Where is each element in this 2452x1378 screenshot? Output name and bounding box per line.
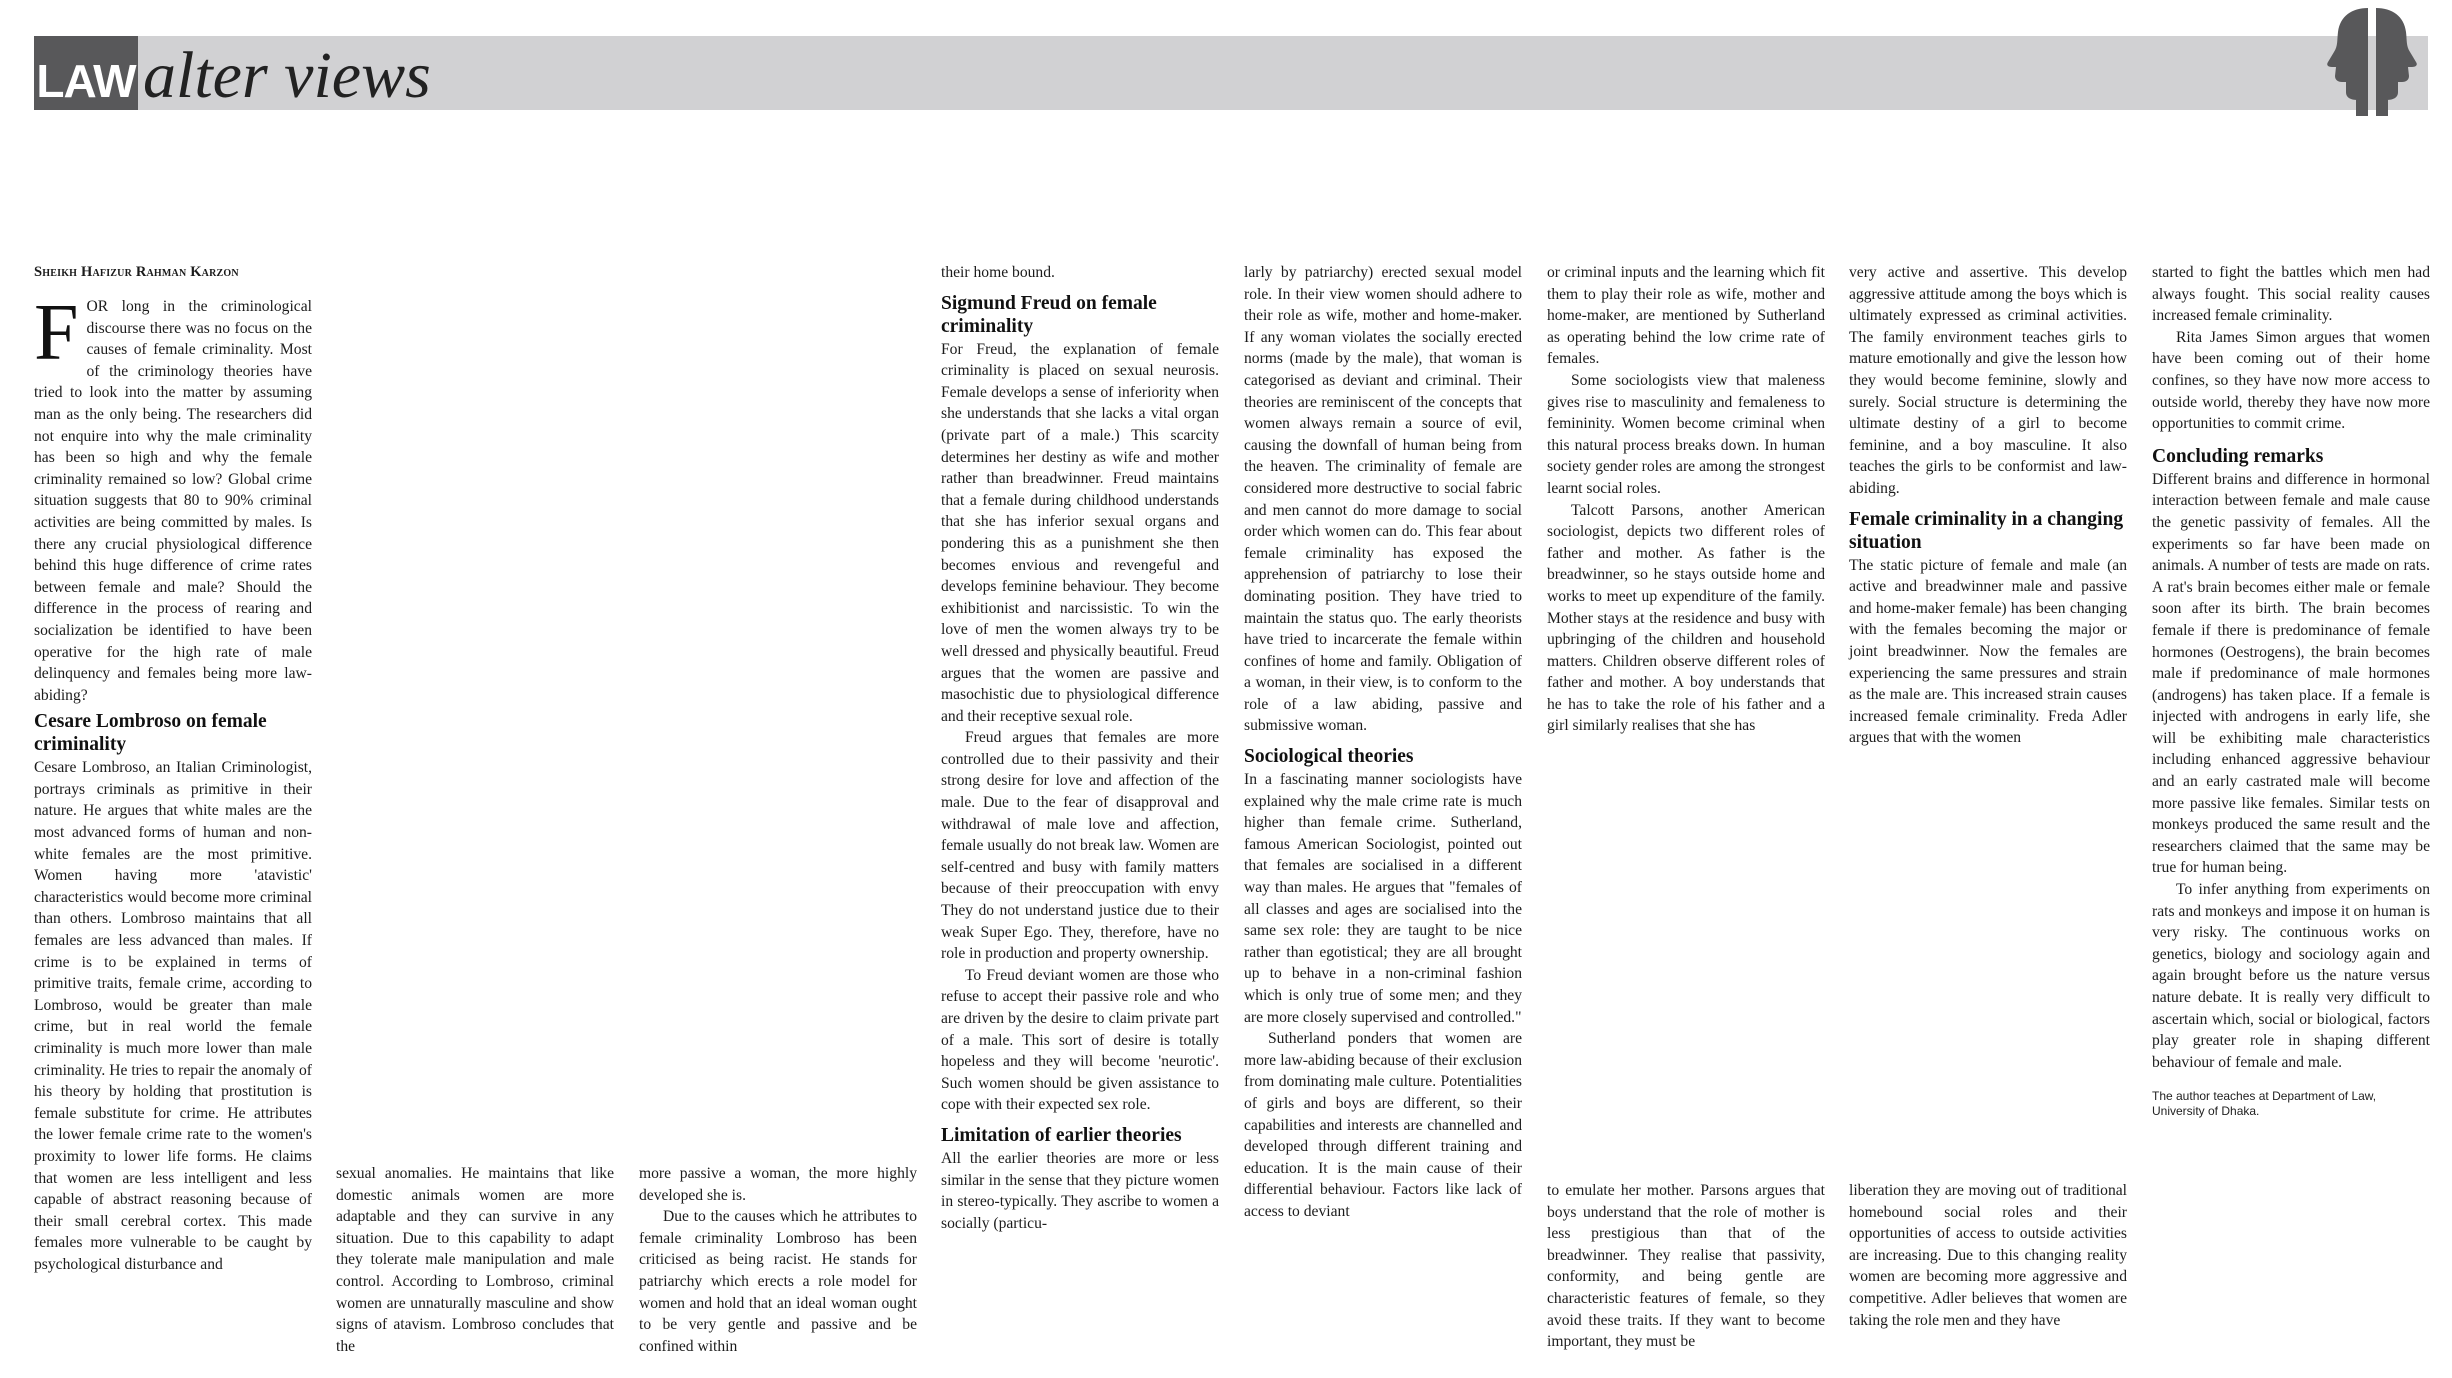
body-paragraph: For Freud, the explanation of female criminality is placed on sexual neurosis. Female develops a sense of inferiority when she understands that she lacks a vital organ (private part of a male.) This scarcity determines her destiny as wife and mother rather than breadwinner. Freud maintains that a female during childhood understands that she has inferior sexual organs and pondering this as a punishment she then becomes envious and revengeful and develops feminine behaviour. They become exhibitionist and narcissistic. To win the love of men the women always try to be well dressed and physically beautiful. Freud argues that the women are passive and masochistic due to physiological difference and their receptive sexual role.: [941, 340, 1219, 725]
article-column-5: [1244, 262, 1522, 1223]
author-note: The author teaches at Department of Law, University of Dhaka.: [2152, 1089, 2377, 1119]
body-paragraph: more passive a woman, the more highly developed she is.: [639, 1165, 917, 1204]
body-paragraph: Some sociologists view that maleness gives rise to masculinity and femaleness to femininity. Women become criminal when this natural process breaks down. In human society gender roles are among the strongest learnt social roles.: [1547, 371, 1825, 497]
subheading-freud: Sigmund Freud on female criminality: [941, 292, 1157, 337]
body-paragraph: or criminal inputs and the learning which fit them to play their role as wife, mother and home-maker, are mentioned by Sutherland as operating behind the low crime rate of females.: [1547, 264, 1825, 368]
body-paragraph: larly by patriarchy) erected sexual model role. In their view women should adhere to their role as wife, mother and home-maker. If any woman violates the socially erected norms (made by the male), that woman is categorised as deviant and criminal. Their theories are reminiscent of the concepts that women always remain a source of evil, causing the downfall of human being from the heaven. The criminality of female are considered more destructive to social fabric and men cannot do more damage to social order which women can do. This fear about female criminality has exposed the apprehension of patriarchy to lose their dominating position. They have tried to maintain the status quo. The early theorists have tried to incarcerate the female within confines of home and family. Obligation of a woman, in their view, is to conform to the role of a law abiding, passive and submissive woman.: [1244, 264, 1522, 735]
body-paragraph: In a fascinating manner sociologists have explained why the male crime rate is much higher than female crime. Sutherland, famous American Sociologist, pointed out that females are socialised in a different way than males. He argues that "females of all classes and ages are socialised into the same sex role: they are taught to be nice rather than egotistical; they are all brought up to behave in a non-criminal fashion which is only true of some men; and they are more closely supervised and controlled.": [1244, 771, 1522, 1026]
body-paragraph: started to fight the battles which men had always fought. This social reality causes increased female criminality.: [2152, 264, 2430, 325]
article-column-7-continued: [1849, 1180, 2127, 1331]
body-paragraph: Cesare Lombroso, an Italian Criminologist, portrays criminals as primitive in their nature. He argues that white males are the most advanced forms of human and non-white females are the most primitive. Women having more 'atavistic' characteristics would become more criminal than others. Lombroso maintains that all females are less advanced than males. If crime is to be explained in terms of primitive traits, female crime, according to Lombroso, would be greater than male crime, but in real world the female criminality is much more lower than male criminality. He tries to repair the anomaly of his theory by holding that prostitution is female substitute for crime. He attributes the lower female crime rate to the women's proximity to lower life forms. He claims that women are less intelligent and less capable of abstract reasoning because of their small cerebral cortex. This made females more vulnerable to be caught by psychological disturbance and: [34, 759, 312, 1273]
subheading-lombroso: Cesare Lombroso on female criminality: [34, 711, 267, 756]
body-paragraph: Freud argues that females are more controlled due to their passivity and their strong desire for love and affection of the male. Due to the fear of disapproval and withdrawal of male love and affection, female usually do not break law. Women are self-centred and busy with family matters because of their preoccupation with envy They do not understand justice due to their weak Super Ego. They, therefore, have no role in production and property ownership.: [941, 729, 1219, 963]
article-column-7: [1849, 262, 2127, 749]
author-byline: Sheikh Hafizur Rahman Karzon: [34, 264, 239, 280]
body-paragraph: to emulate her mother. Parsons argues that boys understand that the role of mother is less prestigious than that of the breadwinner. They realise that passivity, conformity, and being gentle are characteristic features of female, so they avoid these traits. If they want to become important, they must be: [1547, 1182, 1825, 1351]
body-paragraph: To infer anything from experiments on rats and monkeys and impose it on human is very risky. The continuous works on genetics, biology and sociology again and again brought before us the nature versus nature debate. It is really very difficult to ascertain which, social or biological, factors play greater role in shaping different behaviour of female and male.: [2152, 881, 2430, 1071]
body-paragraph: liberation they are moving out of traditional homebound social roles and their opportunities of access to outside activities are increasing. Due to this changing reality women are becoming more aggressive and competitive. Adler believes that women are taking the role men and they have: [1849, 1182, 2127, 1329]
subheading-sociological: Sociological theories: [1244, 746, 1414, 768]
article-column-8: [2152, 262, 2430, 1119]
section-title: alter views: [143, 39, 431, 112]
article-column-1: [34, 262, 312, 1276]
body-paragraph: Rita James Simon argues that women have been coming out of their home confines, so they have now more access to outside world, thereby they have now more opportunities to commit crime.: [2152, 328, 2430, 433]
article-column-6-continued: [1547, 1180, 1825, 1353]
drop-cap: F: [34, 289, 79, 377]
body-paragraph: OR long in the criminological discourse there was no focus on the causes of female criminality. Most of the criminology theories have tried to look into the matter by assuming man as the only being. The researchers did not enquire into why the male criminality has been so high and why the female criminality remained so low? Global crime situation suggests that 80 to 90% criminal activities are being committed by males. Is there any crucial physiological difference behind this huge difference of crime rates between female and male? Should the difference in the process of rearing and socialization be identified to have been operative for the high rate of male delinquency and females being more law-abiding?: [34, 298, 312, 704]
body-paragraph: their home bound.: [941, 264, 1055, 281]
article-column-6: [1547, 262, 1825, 737]
two-faces-profile-icon: [2316, 6, 2428, 116]
body-paragraph: sexual anomalies. He maintains that like domestic animals women are more adaptable and they can survive in any situation. Due to this capability to adapt they tolerate male manipulation and male control. According to Lombroso, criminal women are unnaturally masculine and show signs of atavism. Lombroso concludes that the: [336, 1165, 614, 1355]
body-paragraph: Talcott Parsons, another American sociologist, depicts two different roles of father and mother. As father is the breadwinner, so he stays outside home and works to meet up expenditure of the family. Mother stays at the residence and busy with upbringing of the children and household matters. Children observe different roles of father and mother. A boy understands that he has to take the role of his father and a girl similarly realises that she has: [1547, 501, 1825, 735]
subheading-limitation: Limitation of earlier theories: [941, 1124, 1182, 1146]
body-paragraph: Different brains and difference in hormonal interaction between female and male cause the genetic passivity of females. All the experiments so far have been made on animals. A number of tests are made on rats. A rat's brain becomes either male or female soon after its birth. The brain becomes female if there is predominance of female hormones (Oestrogens), the brain becomes male if predominance of male hormones (androgens) has taken place. If a female is injected with androgens in early life, she will be exhibiting male characteristics including enhanced aggressive behaviour and an early castrated male will become more passive like females. Similar tests on monkeys produced the same result and the researchers claimed that the same may be true for human being.: [2152, 470, 2430, 877]
body-paragraph: Due to the causes which he attributes to female criminality Lombroso has been criticised as being racist. He stands for patriarchy which erects a role model for women and hold that an ideal woman ought to be very gentle and passive and be confined within: [639, 1208, 917, 1355]
article-column-4: [941, 262, 1219, 1234]
body-paragraph: The static picture of female and male (an active and breadwinner male and passive and home-maker female) has been changing with the females becoming the major or joint breadwinner. Now the females are experiencing the same pressures and strain as the male are. This increased strain causes increased female criminality. Freda Adler argues that with the women: [1849, 556, 2127, 747]
article-column-2: [336, 1163, 614, 1357]
section-label-law: LAW: [34, 36, 138, 110]
subheading-concluding: Concluding remarks: [2152, 445, 2324, 467]
body-paragraph: All the earlier theories are more or less similar in the sense that they picture women in stereo-typically. They ascribe to women a socially (particu-: [941, 1149, 1219, 1232]
body-paragraph: To Freud deviant women are those who refuse to accept their passive role and who are driven by the desire to claim private part of a male. This sort of desire is totally hopeless and they will become 'neurotic'. Such women should be given assistance to cope with their expected sex role.: [941, 966, 1219, 1114]
subheading-changing-situation: Female criminality in a changing situation: [1849, 508, 2124, 553]
article-column-3: [639, 1163, 917, 1357]
body-paragraph: very active and assertive. This develop aggressive attitude among the boys which is ultimately expressed as criminal activities. The family environment teaches girls to mature emotionally and give the lesson how they would become feminine, slowly and surely. Social structure is determining the ultimate destiny of a girl to become feminine, and a boy masculine. It also teaches the girls to be conformist and law-abiding.: [1849, 264, 2127, 497]
body-paragraph: Sutherland ponders that women are more law-abiding because of their exclusion from dominating male culture. Potentialities of girls and boys are different, so their capabilities and interests are channelled and developed through different training and education. It is the main cause of their differential behaviour. Factors like lack of access to deviant: [1244, 1030, 1522, 1220]
